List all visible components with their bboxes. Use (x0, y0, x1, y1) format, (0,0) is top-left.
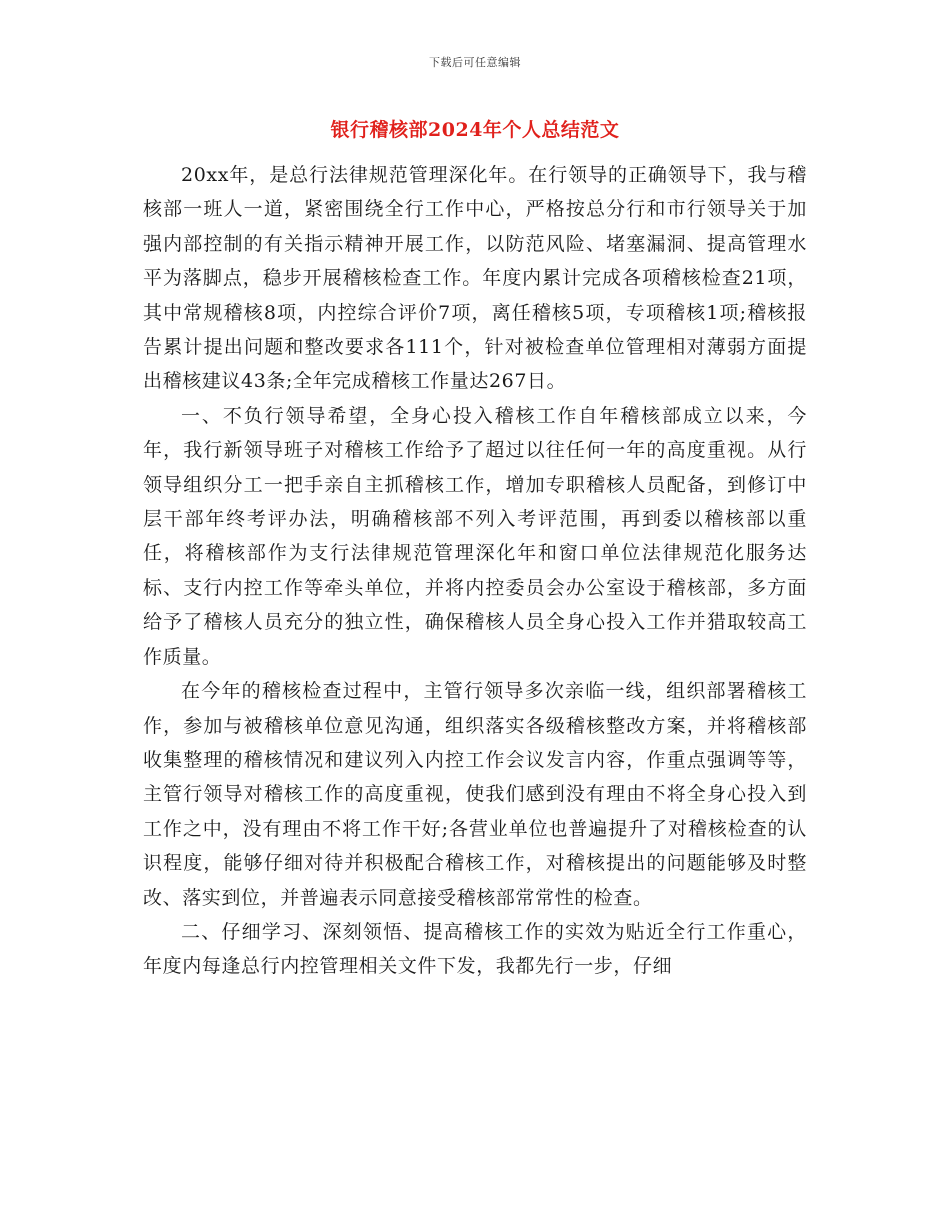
document-title: 银行稽核部2024年个人总结范文 (330, 119, 620, 141)
paragraph-section-one: 一、不负行领导希望，全身心投入稽核工作自年稽核部成立以来，今年，我行新领导班子对稽核工作给予了超过以往任何一年的高度重视。从行领导组织分工一把手亲自主抓稽核工作，增加专职稽核人员配备，到修订中层干部年终考评办法，明确稽核部不列入考评范围，再到委以稽核部以重任，将稽核部作为支行法律规范管理深化年和窗口单位法律规范化服务达标、支行内控工作等牵头单位，并将内控委员会办公室设于稽核部，多方面给予了稽核人员充分的独立性，确保稽核人员全身心投入工作并猎取较高工作质量。 (143, 404, 807, 668)
header-note: 下载后可任意编辑 (429, 56, 521, 69)
paragraph-intro: 20xx年，是总行法律规范管理深化年。在行领导的正确领导下，我与稽核部一班人一道，紧密围绕全行工作中心，严格按总分行和市行领导关于加强内部控制的有关指示精神开展工作，以防范风险、堵塞漏洞、提高管理水平为落脚点，稳步开展稽核检查工作。年度内累计完成各项稽核检查21项，其中常规稽核8项，内控综合评价7项，离任稽核5项，专项稽核1项;稽核报告累计提出问题和整改要求各111个，针对被检查单位管理相对薄弱方面提出稽核建议43条;全年完成稽核工作量达267日。 (143, 164, 807, 393)
paragraph-section-two: 二、仔细学习、深刻领悟、提高稽核工作的实效为贴近全行工作重心，年度内每逢总行内控管理相关文件下发，我都先行一步，仔细 (143, 920, 807, 978)
document-body (143, 158, 807, 984)
paragraph-leadership-support: 在今年的稽核检查过程中，主管行领导多次亲临一线，组织部署稽核工作，参加与被稽核单位意见沟通，组织落实各级稽核整改方案，并将稽核部收集整理的稽核情况和建议列入内控工作会议发言内容，作重点强调等等，主管行领导对稽核工作的高度重视，使我们感到没有理由不将全身心投入到工作之中，没有理由不将工作干好;各营业单位也普遍提升了对稽核检查的认识程度，能够仔细对待并积极配合稽核工作，对稽核提出的问题能够及时整改、落实到位，并普遍表示同意接受稽核部常常性的检查。 (143, 680, 807, 909)
